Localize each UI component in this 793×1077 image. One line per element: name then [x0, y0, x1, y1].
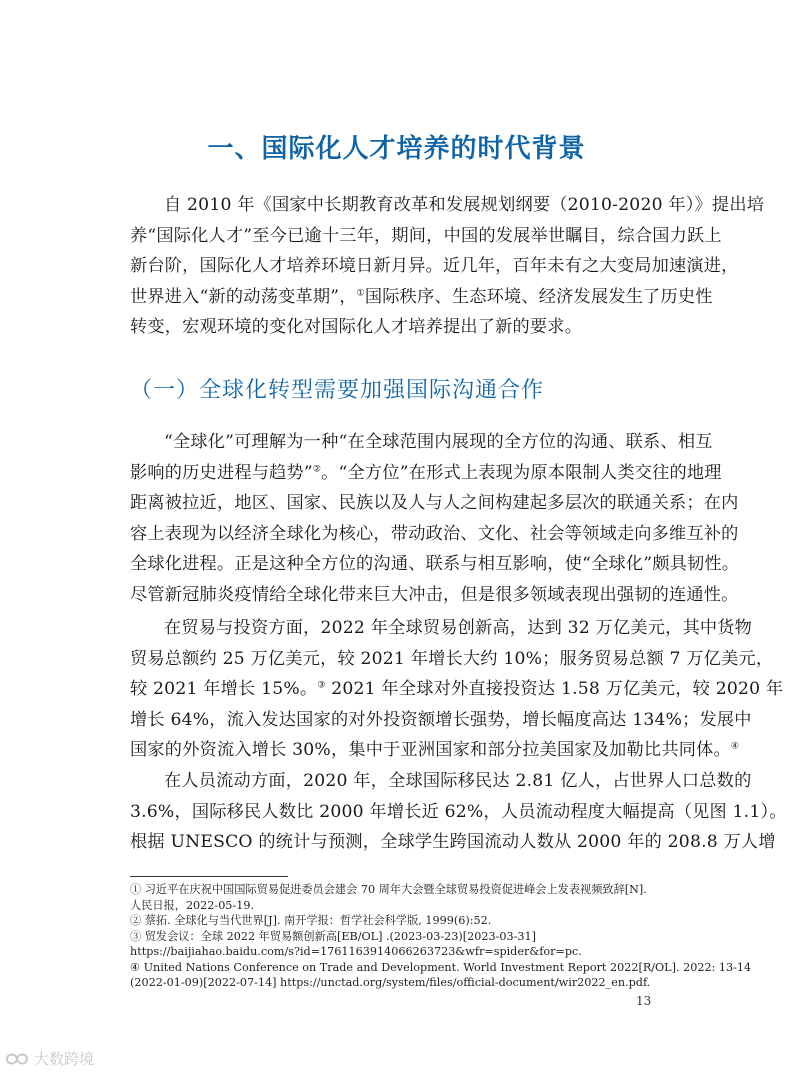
paragraph-line: 转变，宏观环境的变化对国际化人才培养提出了新的要求。 [130, 317, 583, 337]
brand-logo-icon [4, 1050, 30, 1068]
paragraph-line: “全球化”可理解为一种“在全球范围内展现的全方位的沟通、联系、相互 [164, 432, 713, 452]
footnote-marker[interactable]: ④ [730, 741, 740, 752]
section-title: （一）全球化转型需要加强国际沟通合作 [130, 378, 545, 403]
paragraph-line: 养“国际化人才”至今已逾十三年，期间，中国的发展举世瞩目，综合国力跃上 [130, 225, 722, 246]
paragraph-line: 尽管新冠肺炎疫情给全球化带来巨大冲击，但是很多领域表现出强韧的连通性。 [130, 584, 739, 605]
chapter-title: 一、国际化人才培养的时代背景 [207, 134, 586, 164]
line-text: 2021 年全球对外直接投资达 1.58 万亿美元，较 2020 年 [325, 679, 784, 699]
footnote-line: ② 蔡拓. 全球化与当代世界[J]. 南开学报：哲学社会科学版, 1999(6):52. [130, 914, 492, 927]
footnote-marker[interactable]: ① [356, 287, 365, 298]
footnote-line: ① 习近平在庆祝中国国际贸易促进委员会建会 70 周年大会暨全球贸易投资促进峰会上发表视频致辞[N]. [130, 883, 647, 896]
footnote-divider [130, 876, 288, 877]
line-text: 较 2021 年增长 15%。 [130, 679, 318, 699]
paragraph-line [130, 282, 713, 313]
line-text: 国家的外资流入增长 30%，集中于亚洲国家和部分拉美国家及加勒比共同体。 [130, 740, 731, 760]
watermark-text: 大数跨境 [34, 1050, 95, 1068]
paragraph-line [130, 458, 722, 489]
paragraph-line: 在贸易与投资方面，2022 年全球贸易创新高，达到 32 万亿美元，其中货物 [164, 618, 753, 638]
paragraph-line [130, 674, 784, 705]
footnotes [130, 882, 752, 991]
page-number: 13 [636, 994, 652, 1008]
paragraph-line: 增长 64%，流入发达国家的对外投资额增长强势，增长幅度高达 134%；发展中 [130, 709, 752, 730]
paragraph-line: 新台阶，国际化人才培养环境日新月异。近几年，百年未有之大变局加速演进， [130, 256, 739, 276]
line-text: 。“全方位”在形式上表现为原本限制人类交往的地理 [321, 462, 722, 483]
footnote-link[interactable]: https://baijiahao.baidu.com/s?id=1761163914066263723&wfr=spider&for=pc. [130, 945, 582, 958]
footnote-line: 人民日报，2022-05-19. [130, 898, 254, 912]
footnote-line: ④ United Nations Conference on Trade and Development. World Investment Report 2022[R/OL]. 2022: 13-14 [130, 960, 752, 974]
line-text: 影响的历史进程与趋势” [130, 462, 313, 483]
line-text: 国际秩序、生态环境、经济发展发生了历史性 [364, 286, 713, 307]
paragraph-4 [130, 766, 787, 858]
watermark [4, 1048, 94, 1069]
footnote-line: ③ 贸发会议：全球 2022 年贸易额创新高[EB/OL] .(2023-03-23)[2023-03-31] [130, 929, 537, 943]
paragraph-line: 自 2010 年《国家中长期教育改革和发展规划纲要（2010-2020 年）》提出培 [164, 195, 765, 215]
paragraph-1 [130, 190, 765, 343]
footnote-marker[interactable]: ③ [317, 680, 326, 691]
paragraph-line: 全球化进程。正是这种全方位的沟通、联系与相互影响，使“全球化”颇具韧性。 [130, 554, 740, 574]
paragraph-2 [130, 427, 740, 610]
paragraph-3 [130, 613, 784, 766]
paragraph-line: 距离被拉近，地区、国家、民族以及人与人之间构建起多层次的联通关系；在内 [130, 493, 739, 513]
paragraph-line: 容上表现为以经济全球化为核心，带动政治、文化、社会等领域走向多维互补的 [130, 523, 739, 544]
footnote-marker[interactable]: ② [312, 463, 322, 474]
paragraph-line: 贸易总额约 25 万亿美元，较 2021 年增长大约 10%；服务贸易总额 7 万亿美元， [130, 648, 774, 669]
line-text: 世界进入“新的动荡变革期”， [130, 286, 357, 307]
paragraph-line: 在人员流动方面，2020 年，全球国际移民达 2.81 亿人，占世界人口总数的 [164, 771, 752, 791]
paragraph-line [130, 735, 740, 766]
paragraph-line: 根据 UNESCO 的统计与预测，全球学生跨国流动人数从 2000 年的 208.8 万人增 [130, 832, 776, 852]
paragraph-line: 3.6%，国际移民人数比 2000 年增长近 62%，人员流动程度大幅提高（见图 1.1）。 [130, 801, 787, 822]
footnote-link[interactable]: (2022-01-09)[2022-07-14] https://unctad.org/system/files/official-document/wir2022_en.pdf. [130, 976, 651, 989]
